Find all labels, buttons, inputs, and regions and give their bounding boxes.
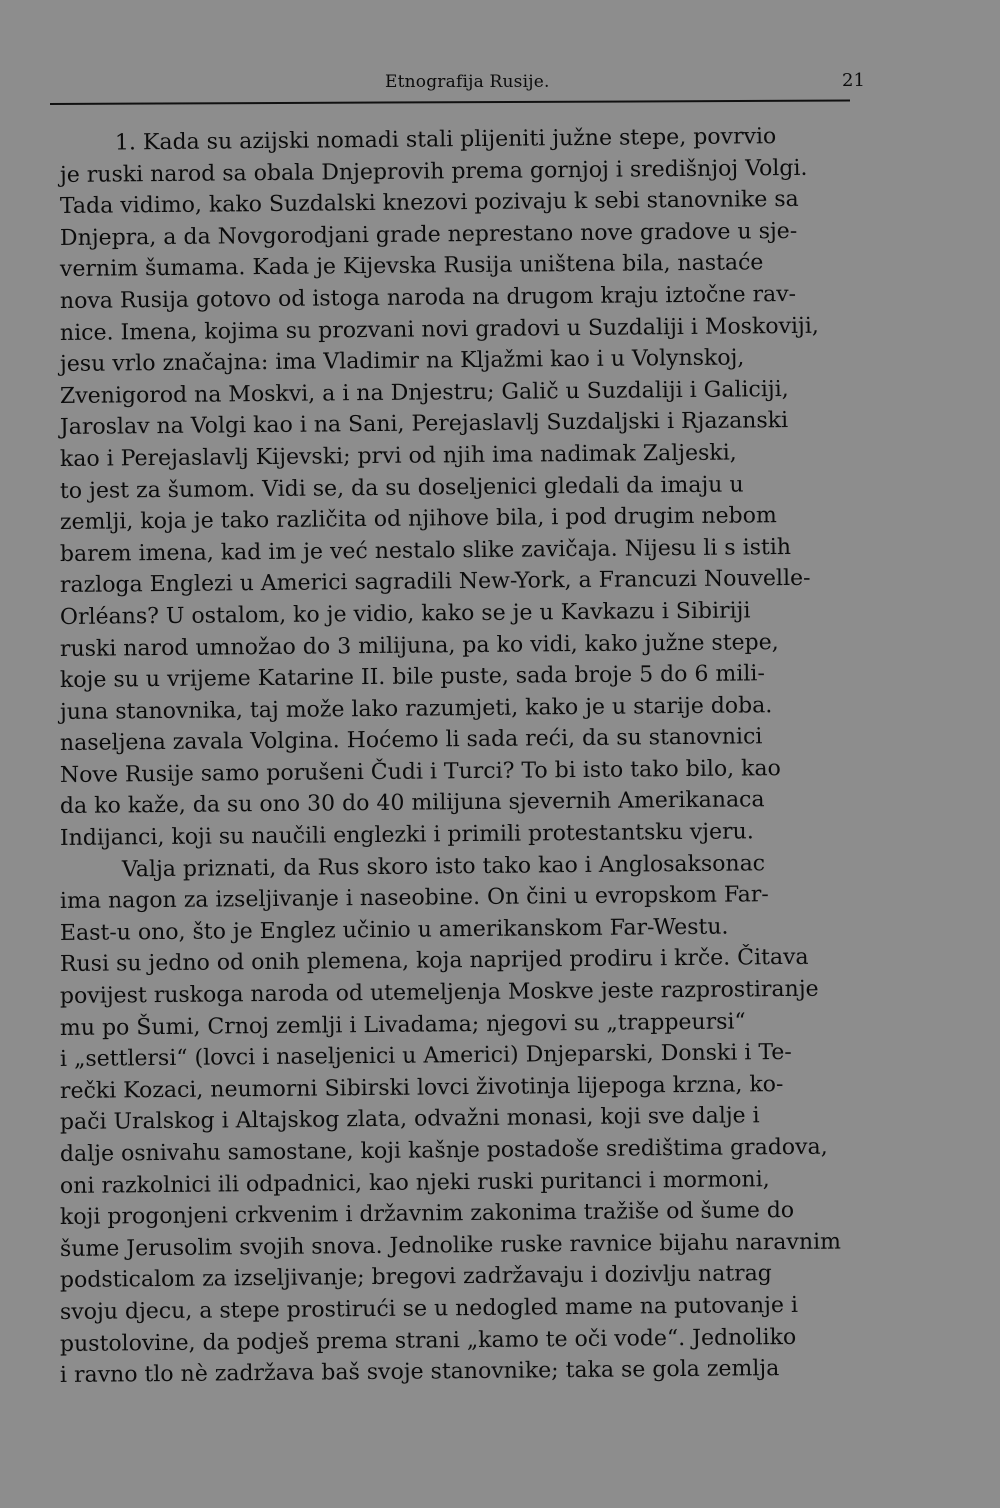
text-line: Rusi su jedno od onih plemena, koja naprijed prodiru i krče. Čitava [59, 945, 809, 978]
text-line: Nove Rusije samo porušeni Čudi i Turci? To bi isto tako bilo, kao [59, 755, 781, 788]
text-line: Dnjepra, a da Novgorodjani grade neprestano nove gradove u sje- [59, 218, 798, 251]
text-line: Valja priznati, da Rus skoro isto tako kao i Anglosaksonac [121, 850, 766, 883]
text-line: je ruski narod sa obala Dnjeprovih prema gornjoj i središnjoj Volgi. [59, 155, 808, 188]
text-line: kao i Perejaslavlj Kijevski; prvi od njih ima nadimak Zaljeski, [59, 440, 737, 472]
text-line: nice. Imena, kojima su prozvani novi gradovi u Suzdaliji i Moskoviji, [59, 313, 819, 346]
text-line: to jest za šumom. Vidi se, da su doseljenici gledali da imaju u [59, 471, 744, 504]
page-number: 21 [842, 70, 865, 91]
text-line: dalje osnivahu samostane, koji kašnje postadoše središtima gradova, [59, 1134, 828, 1167]
text-line: jesu vrlo značajna: ima Vladimir na Kljažmi kao i u Volynskoj, [59, 345, 745, 378]
text-line: oni razkolnici ili odpadnici, kao njeki ruski puritanci i mormoni, [59, 1166, 770, 1199]
text-line: ima nagon za izseljivanje i naseobine. On čini u evropskom Far- [59, 882, 769, 915]
text-line: Indijanci, koji su naučili englezki i primili protestantsku vjeru. [59, 819, 754, 852]
text-line: vernim šumama. Kada je Kijevska Rusija uništena bila, nastaće [59, 250, 764, 283]
text-line: mu po Šumi, Crnoj zemlji i Livadama; njegovi su „trappeursi“ [59, 1009, 746, 1041]
text-line: Orléans? U ostalom, ko je vidio, kako se je u Kavkazu i Sibiriji [59, 598, 751, 630]
text-line: juna stanovnika, taj može lako razumjeti, kako je u starije doba. [59, 692, 773, 725]
text-line: i „settlersi“ (lovci i naseljenici u Americi) Dnjeparski, Donski i Te- [59, 1040, 792, 1073]
text-line: svoju djecu, a stepe prostirući se u nedogled mame na putovanje i [59, 1292, 799, 1325]
text-line: Jaroslav na Volgi kao i na Sani, Perejaslavlj Suzdaljski i Rjazanski [59, 408, 789, 441]
text-line: barem imena, kad im je već nestalo slike zavičaja. Nijesu li s istih [59, 534, 792, 567]
text-line: podsticalom za izseljivanje; bregovi zadržavaju i dozivlju natrag [59, 1261, 772, 1294]
text-line: naseljena zavala Volgina. Hoćemo li sada reći, da su stanovnici [59, 724, 763, 757]
text-line: koji progonjeni crkvenim i državnim zakonima tražiše od šume do [59, 1198, 795, 1231]
text-line: da ko kaže, da su ono 30 do 40 milijuna sjevernih Amerikanaca [59, 787, 765, 820]
text-line: pustolovine, da podješ prema strani „kamo te oči vode“. Jednoliko [59, 1324, 797, 1357]
header-rule [50, 100, 850, 105]
text-line: Zvenigorod na Moskvi, a i na Dnjestru; Galič u Suzdaliji i Galiciji, [59, 376, 789, 409]
text-line: pači Uralskog i Altajskog zlata, odvažni monasi, koji sve dalje i [59, 1103, 760, 1136]
text-line: povijest ruskoga naroda od utemeljenja Moskve jeste razprostiranje [59, 976, 819, 1010]
text-line: East-u ono, što je Englez učinio u amerikanskom Far-Westu. [59, 914, 729, 946]
text-line: i ravno tlo nè zadržava baš svoje stanovnike; taka se gola zemlja [59, 1356, 780, 1389]
text-line: razloga Englezi u Americi sagradili New-York, a Francuzi Nouvelle- [59, 566, 811, 599]
running-title: Etnografija Rusije. [385, 72, 550, 92]
text-line: ruski narod umnožao do 3 milijuna, pa ko vidi, kako južne stepe, [59, 629, 779, 662]
text-line: 1. Kada su azijski nomadi stali plijeniti južne stepe, povrvio [114, 124, 777, 156]
text-line: Tada vidimo, kako Suzdalski knezovi pozivaju k sebi stanovnike sa [59, 187, 799, 220]
body-text [59, 124, 900, 1392]
text-line: rečki Kozaci, neumorni Sibirski lovci životinja lijepoga krzna, ko- [59, 1071, 784, 1104]
text-line: nova Rusija gotovo od istoga naroda na drugom kraju iztočne rav- [59, 281, 797, 314]
text-line: šume Jerusolim svojih snova. Jednolike ruske ravnice bijahu naravnim [59, 1229, 842, 1262]
text-line: koje su u vrijeme Katarine II. bile puste, sada broje 5 do 6 mili- [59, 661, 765, 694]
text-line: zemlji, koja je tako različita od njihove bila, i pod drugim nebom [59, 503, 777, 536]
